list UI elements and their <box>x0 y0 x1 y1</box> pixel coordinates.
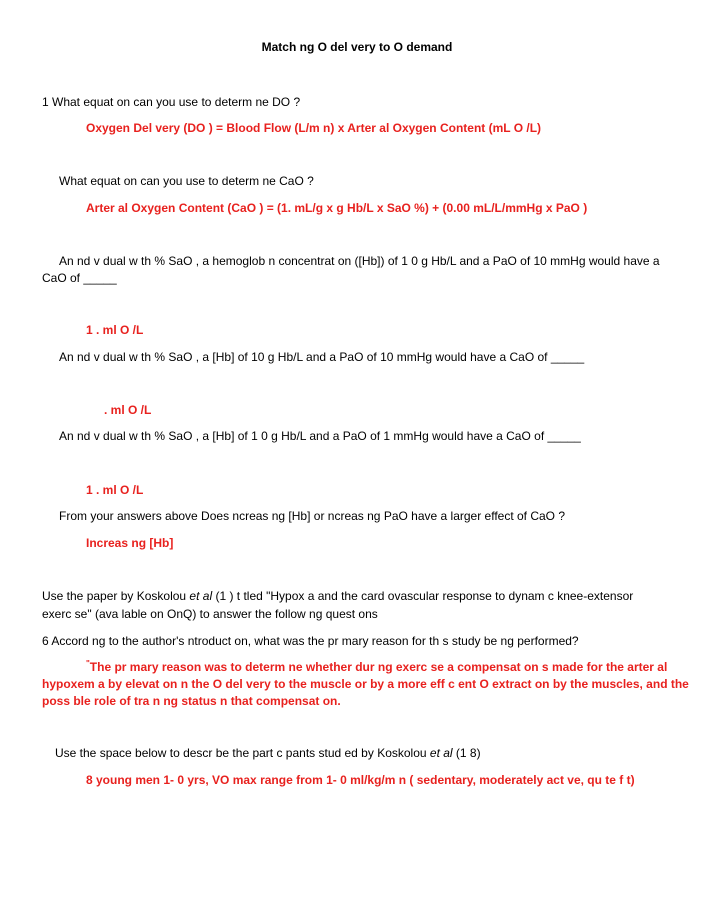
answer-1: Oxygen Del very (DO ) = Blood Flow (L/m n) x Arter al Oxygen Content (mL O /L) <box>86 121 542 135</box>
answer-2: Arter al Oxygen Content (CaO ) = (1. mL/g x g Hb/L x SaO %) + (0.00 mL/L/mmHg x PaO ) <box>86 201 588 215</box>
paper-reference-line-1 <box>42 588 633 604</box>
question-8-et-al: et al <box>429 746 453 760</box>
answer-5: 1 . ml O /L <box>86 483 144 497</box>
paper-reference-pre: Use the paper by Koskolou <box>42 589 190 603</box>
question-7: 6 Accord ng to the author's ntroduct on, what was the pr mary reason for th s study be ng performed? <box>42 634 579 648</box>
question-8-post: (1 8) <box>452 746 481 760</box>
answer-8: 8 young men 1- 0 yrs, VO max range from 1- 0 ml/kg/m n ( sedentary, moderately act ve, qu te f t) <box>86 773 635 787</box>
answer-7-line-1 <box>86 659 667 675</box>
answer-7-line-2: hypoxem a by elevat on n the O del very to the muscle or by a more eff c ent O extract on by the muscles, and the <box>42 677 689 691</box>
paper-reference-post: (1 ) t tled "Hypox a and the card ovascular response to dynam c knee-extensor <box>212 589 634 603</box>
answer-7-text-1: The pr mary reason was to determ ne whether dur ng exerc se a compensat on s made for the arter al <box>89 660 668 674</box>
question-3-line-1: An nd v dual w th % SaO , a hemoglob n concentrat on ([Hb]) of 1 0 g Hb/L and a PaO of 10 mmHg would have a <box>59 254 660 268</box>
question-8 <box>55 745 481 761</box>
paper-reference-et-al: et al <box>189 589 213 603</box>
answer-7-line-3: poss ble role of tra n ng status n that compensat on. <box>42 694 341 708</box>
question-5: An nd v dual w th % SaO , a [Hb] of 1 0 g Hb/L and a PaO of 1 mmHg would have a CaO of _____ <box>59 429 581 443</box>
question-2: What equat on can you use to determ ne CaO ? <box>59 174 314 188</box>
answer-3: 1 . ml O /L <box>86 323 144 337</box>
page-title: Match ng O del very to O demand <box>261 40 453 54</box>
quote-marker: " <box>86 659 90 668</box>
question-1: 1 What equat on can you use to determ ne DO ? <box>42 95 301 109</box>
question-6: From your answers above Does ncreas ng [Hb] or ncreas ng PaO have a larger effect of CaO ? <box>59 509 566 523</box>
answer-6: Increas ng [Hb] <box>86 536 174 550</box>
paper-reference-line-2: exerc se" (ava lable on OnQ) to answer the follow ng quest ons <box>42 607 378 621</box>
question-8-pre: Use the space below to descr be the part c pants stud ed by Koskolou <box>55 746 430 760</box>
answer-4: . ml O /L <box>104 403 152 417</box>
question-3-line-2: CaO of _____ <box>42 271 117 285</box>
question-4: An nd v dual w th % SaO , a [Hb] of 10 g Hb/L and a PaO of 10 mmHg would have a CaO of _____ <box>59 350 585 364</box>
